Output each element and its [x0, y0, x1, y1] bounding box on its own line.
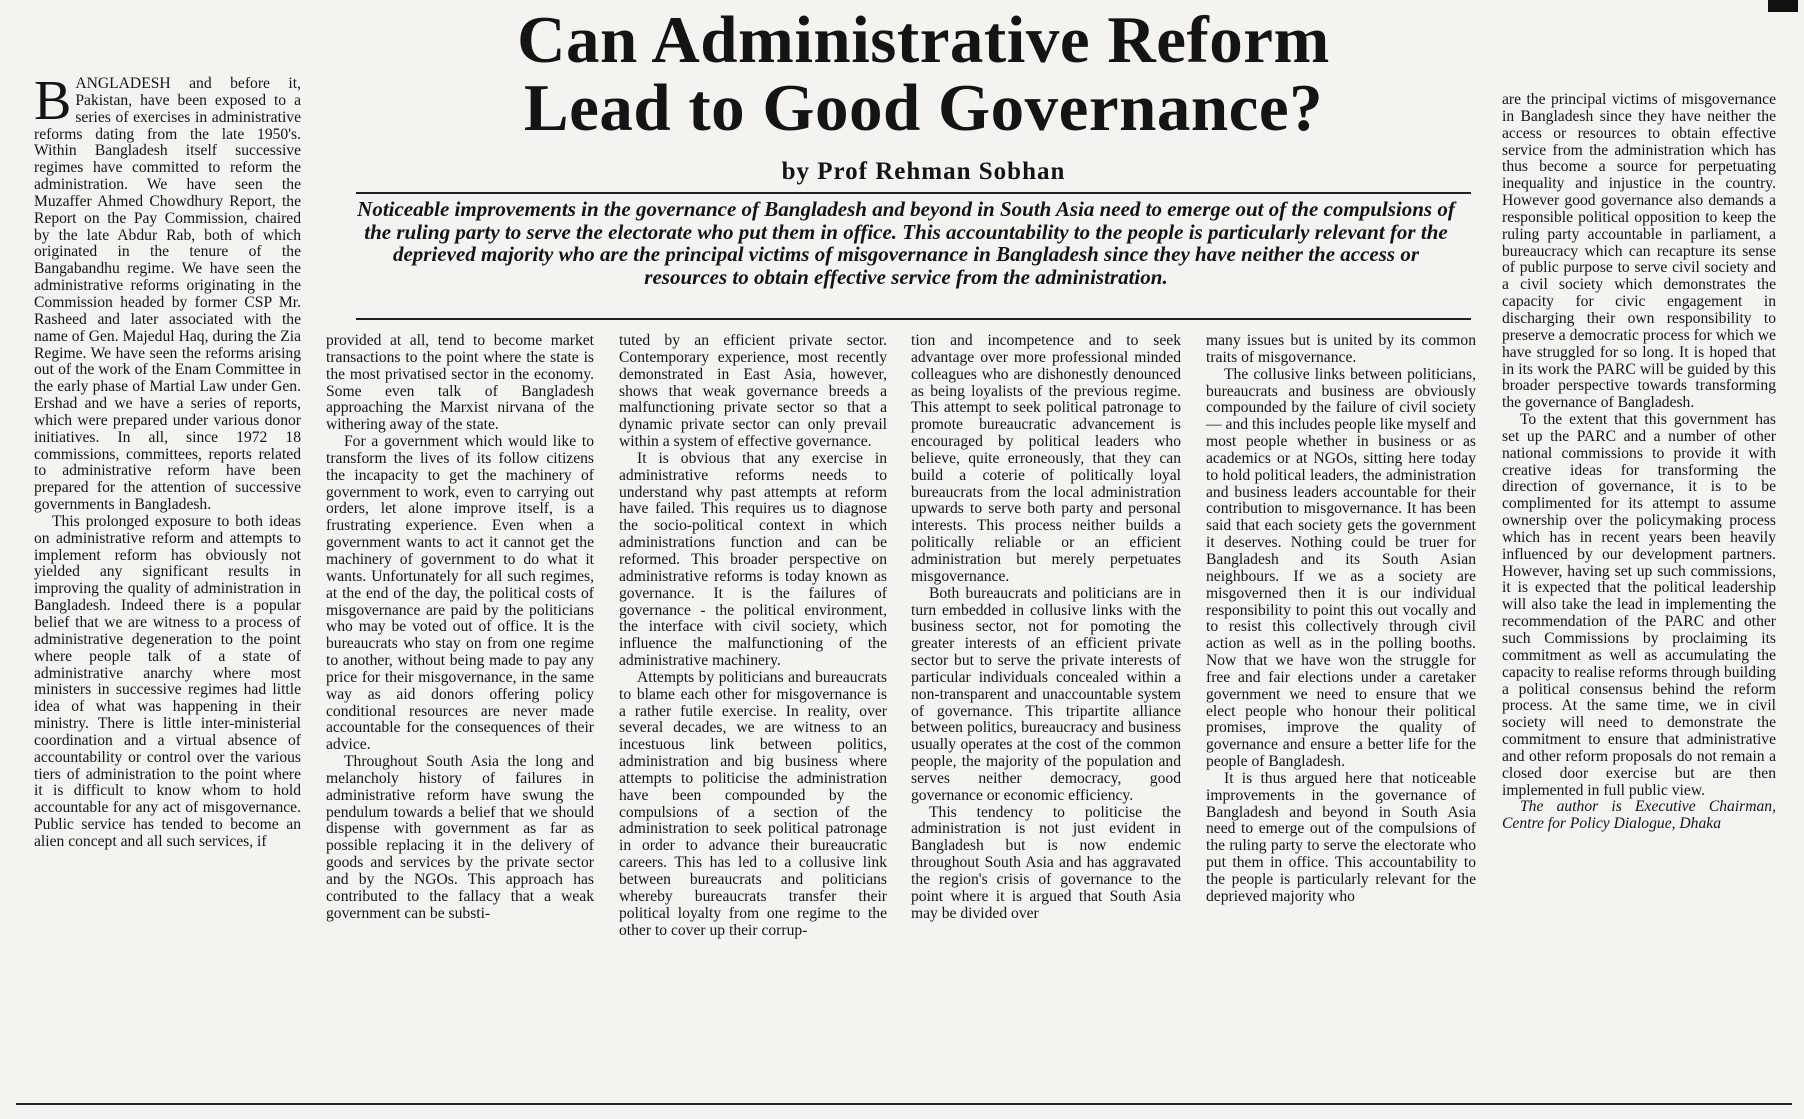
- page-corner-mark: [1768, 0, 1798, 12]
- paragraph: The collusive links between politicians, bureaucrats and business are obviously compounded by the failure of civil society — and this includes people like myself and most people whether in business or as academics or at NGOs, sitting here today to hold political leaders, the administration and business leaders accountable for their contribution to misgovernance. It has been said that each society gets the government it deserves. Nothing could be truer for Bangladesh and its South Asian neighbours. If we as a society are misgoverned then it is our individual responsibility to point this out vocally and to resist this collectively through civil action as well as in the polling booths. Now that we have won the struggle for free and fair elections under a caretaker government we need to ensure that we elect people who honour their political promises, improve the quality of governance and ensure a better life for the people of Bangladesh.: [1206, 365, 1476, 771]
- article-deck: Noticeable improvements in the governance of Bangladesh and beyond in South Asia need to emerge out of the compulsions of the ruling party to serve the electorate who put them in office. This accountability to the people is particularly relevant for the deprieved majority who are the principal victims of misgovernance in Bangladesh since they have neither the access or resources to obtain effective service from the administration.: [357, 197, 1455, 289]
- article-column-3: [619, 333, 887, 939]
- paragraph: It is thus argued here that noticeable improvements in the governance of Bangladesh and beyond in South Asia need to emerge out of the compulsions of the ruling party to serve the electorate who put them in office. This accountability to the people is particularly relevant for the deprieved majority who: [1206, 769, 1476, 905]
- paragraph: This tendency to politicise the administration is not just evident in Bangladesh but is now endemic throughout South Asia and has aggravated the region's crisis of governance to the point where it is argued that South Asia may be divided over: [911, 803, 1181, 922]
- paragraph: Both bureaucrats and politicians are in turn embedded in collusive links with the business sector, not for pomoting the greater interests of an efficient private sector but to serve the private interests of particular individuals concealed within a non-transparent and unaccountable system of governance. This tripartite alliance between politics, bureaucracy and business usually operates at the cost of the common people, the majority of the population and serves neither democracy, good governance or economic efficiency.: [911, 584, 1181, 804]
- article-column-1: [34, 70, 301, 851]
- paragraph: [34, 70, 301, 514]
- article-column-6: [1502, 92, 1776, 833]
- newspaper-page: [6, 0, 1798, 1113]
- headline-block: [351, 3, 1496, 186]
- deck-top-rule: [356, 192, 1471, 194]
- paragraph: many issues but is united by its common traits of misgovernance.: [1206, 332, 1476, 366]
- bottom-rule: [16, 1103, 1792, 1105]
- paragraph: tuted by an efficient private sector. Contemporary experience, most recently demonstrated in East Asia, however, shows that weak governance breeds a malfunctioning private sector so that a dynamic private sector can only prevail within a system of effective governance.: [619, 332, 887, 451]
- paragraph: To the extent that this government has set up the PARC and a number of other national commissions to provide it with creative ideas for transforming the direction of governance, it is to be complimented for its attempt to assume ownership over the policymaking process which has in recent years been heavily influenced by our development partners. However, having set up such commissions, it is expected that the political leadership will also take the lead in implementing the recommendation of the PARC and other such Commissions by proclaiming its commitment as well as accumulating the capacity to realise reforms through building a political consensus behind the reform process. At the same time, we in civil society will need to demonstrate the commitment to ensure that administrative and other reform proposals do not remain a closed door exercise but are then implemented in full public view.: [1502, 411, 1776, 799]
- paragraph: provided at all, tend to become market transactions to the point where the state is the most privatised sector in the economy. Some even talk of Bangladesh approaching the Marxist nirvana of the withering away of the state.: [326, 332, 594, 434]
- deck-bottom-rule: [356, 318, 1471, 320]
- article-column-2: [326, 333, 594, 923]
- paragraph: Attempts by politicians and bureaucrats to blame each other for misgovernance is a rather futile exercise. In reality, over several decades, we are witness to an incestuous link between politics, administration and big business where attempts to politicise the administration have been compounded by the compulsions of a section of the administration to seek political patronage in order to advance their bureaucratic careers. This has led to a collusive link between bureaucrats and politicians whereby bureaucrats transfer their political loyalty from one regime to the other to cover up their corrup-: [619, 668, 887, 939]
- paragraph: It is obvious that any exercise in administrative reforms needs to understand why past attempts at reform have failed. This requires us to diagnose the socio-political context in which administrations function and can be reformed. This broader perspective on administrative reforms is today known as governance. It is the failures of governance - the political environment, the interface with civil society, which influence the malfunctioning of the administrative machinery.: [619, 449, 887, 670]
- paragraph: For a government which would like to transform the lives of its follow citizens the incapacity to get the machinery of government to work, even to carrying out orders, let alone improve itself, is a frustrating experience. Even when a government wants to act it cannot get the machinery of government to do what it wants. Unfortunately for all such regimes, at the end of the day, the political costs of misgovernance are paid by the politicians who may be voted out of office. It is the bureaucrats who stay on from one regime to another, without being made to pay any price for their misgovernance, in the same way as aid donors offering policy conditional resources are never made accountable for the consequences of their advice.: [326, 433, 594, 754]
- byline: by Prof Rehman Sobhan: [781, 158, 1066, 185]
- paragraph: tion and incompetence and to seek advantage over more professional minded colleagues who are dishonestly denounced as being loyalists of the previous regime. This attempt to seek political patronage to promote bureaucratic advancement is encouraged by political leaders who believe, quite erroneously, that they can build a coterie of politically loyal bureaucrats from the local administration upwards to serve both party and personal interests. This process neither builds a politically reliable or an efficient administration but merely perpetuates misgovernance.: [911, 332, 1181, 585]
- article-column-5: [1206, 333, 1476, 906]
- paragraph: This prolonged exposure to both ideas on administrative reform and attempts to implement reform has obviously not yielded any significant results in improving the quality of administration in Bangladesh. Indeed there is a popular belief that we are witness to a process of administrative degeneration to the point where people talk of a state of administrative anarchy where most ministers in successive regimes had little idea of what was happening in their ministry. There is little inter-ministerial coordination and a virtual absence of accountability or control over the various tiers of administration to the point where it is difficult to know whom to hold accountable for any act of misgovernance. Public service has tended to become an alien concept and all such services, if: [34, 512, 301, 850]
- paragraph-text: ANGLADESH and before it, Pakistan, have been exposed to a series of exercises in administrative reforms dating from the late 1950's. Within Bangladesh itself successive regimes have committed to reform the administration. We have seen the Muzaffer Ahmed Chowdhury Report, the Report on the Pay Commission, chaired by the late Abdur Rab, both of which originated in the tenure of the Bangabandhu regime. We have seen the administrative reforms originating in the Commission headed by former CSP Mr. Rasheed and later associated with the name of Gen. Majedul Haq, during the Zia Regime. We have seen the reforms arising out of the work of the Enam Committee in the early phase of Martial Law under Gen. Ershad and we have a series of reports, which were prepared under various donor initiatives. In all, since 1972 18 commissions, committees, reports related to administrative reform have been prepared for the attention of successive governments in Bangladesh.: [34, 75, 301, 514]
- article-column-4: [911, 333, 1181, 923]
- headline-line-2: Lead to Good Governance?: [523, 71, 1324, 145]
- author-note: The author is Executive Chairman, Centre for Policy Dialogue, Dhaka: [1502, 798, 1776, 833]
- headline: [351, 3, 1496, 145]
- paragraph: are the principal victims of misgovernance in Bangladesh since they have neither the access or resources to obtain effective service from the administration which has thus become a source for perpetuating inequality and injustice in the country. However good governance also demands a responsible political opposition to keep the ruling party accountable in parliament, a bureaucracy which can recapture its sense of public purpose to serve civil society and a civil society which demonstrates the capacity for civic engagement in discharging their own responsibility to preserve a democratic process for which we have struggled for so long. It is hoped that in its work the PARC will be guided by this broader perspective towards transforming the governance of Bangladesh.: [1502, 91, 1776, 412]
- headline-line-1: Can Administrative Reform: [517, 3, 1330, 77]
- paragraph: Throughout South Asia the long and melancholy history of failures in administrative reform have swung the pendulum towards a belief that we should dispense with government as far as possible replacing it in the delivery of goods and services by the private sector and by the NGOs. This approach has contributed to the fallacy that a weak government can be substi-: [326, 753, 594, 922]
- drop-cap: B: [34, 70, 72, 132]
